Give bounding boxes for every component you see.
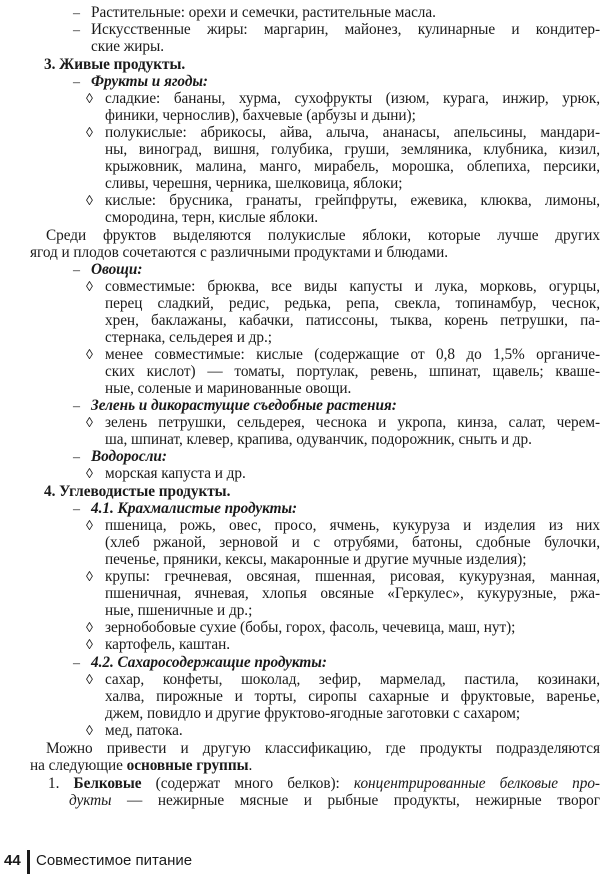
diamond-bullet: ◊ (86, 621, 93, 636)
text-line: халва, пирожные и торты, сиропы сахарные и фруктовые, варенье, (105, 688, 600, 705)
text-run: (содержат много белков): (155, 775, 340, 792)
text-run: . (248, 757, 253, 774)
diamond-bullet: ◊ (86, 570, 93, 585)
text-line: морская капуста и др. (105, 465, 246, 482)
text-line: сахар, конфеты, шоколад, зефир, мармелад, пастила, козинаки, (105, 671, 600, 688)
bold-term: Белковые (73, 775, 142, 792)
text-line (30, 757, 252, 774)
running-footer-title: Совместимое питание (36, 852, 193, 869)
text-line: кислые: брусника, гранаты, грейпфруты, ежевика, клюква, лимоны, (105, 192, 600, 209)
text-line: зелень петрушки, сельдерея, чеснока и укропа, кинза, салат, черем- (105, 414, 600, 431)
text-line: совместимые: брюква, все виды капусты и лука, морковь, огурцы, (105, 278, 600, 295)
diamond-bullet: ◊ (86, 638, 93, 653)
text-line: ны, виноград, вишня, голубика, груши, земляника, клубника, кизил, (105, 141, 600, 158)
diamond-bullet: ◊ (86, 467, 93, 482)
text-line (69, 792, 600, 809)
dash-marker: – (73, 399, 80, 414)
subsection-heading: Зелень и дикорастущие съедобные растения: (91, 397, 397, 414)
list-number: 1. (48, 775, 60, 792)
section-heading: 4. Углеводистые продукты. (44, 483, 231, 500)
bold-term: основные группы (126, 757, 249, 774)
text-line: Искусственные жиры: маргарин, майонез, кулинарные и кондитер- (91, 21, 600, 38)
italic-term: концентрированные белковые про- (353, 775, 600, 792)
text-line: картофель, каштан. (105, 636, 231, 653)
diamond-bullet: ◊ (86, 126, 93, 141)
text-line: джем, повидло и другие фруктово-ягодные заготовки с сахаром; (105, 705, 521, 722)
italic-term: дукты (69, 792, 112, 809)
dash-marker: – (73, 656, 80, 671)
diamond-bullet: ◊ (86, 416, 93, 431)
text-line: полукислые: абрикосы, айва, алыча, ананасы, апельсины, мандари- (105, 124, 600, 141)
subsection-heading: Фрукты и ягоды: (91, 73, 208, 90)
text-run: — нежирные мясные и рыбные продукты, нежирные творог (127, 792, 600, 809)
dash-marker: – (73, 75, 80, 90)
subsection-heading: 4.1. Крахмалистые продукты: (91, 500, 298, 517)
subsection-heading: 4.2. Сахаросодержащие продукты: (91, 654, 327, 671)
text-line: печенье, пряники, кексы, макаронные и другие мучные изделия); (105, 551, 527, 568)
text-line: (хлеб ржаной, зерновой и с отрубями, батоны, сдобные булочки, (105, 534, 600, 551)
dash-marker: – (73, 502, 80, 517)
text-line (48, 775, 600, 792)
text-line: крыжовник, малина, манго, мирабель, морошка, облепиха, персики, (105, 158, 600, 175)
subsection-heading: Водоросли: (91, 448, 167, 465)
text-line: сливы, черешня, черника, шелковица, яблоки; (105, 175, 403, 192)
text-line: пшеничная, ячневая, хлопья овсяные «Геркулес», кукурузные, ржа- (105, 585, 600, 602)
text-run: на следующие (30, 757, 123, 774)
diamond-bullet: ◊ (86, 519, 93, 534)
text-line: Можно привести и другую классификацию, где продукты подразделяются (46, 740, 600, 757)
subsection-heading: Овощи: (91, 261, 143, 278)
dash-marker: – (73, 23, 80, 38)
text-line: перец сладкий, редис, редька, репа, свекла, топинамбур, чеснок, (105, 295, 600, 312)
footer-divider (27, 850, 30, 874)
dash-marker: – (73, 450, 80, 465)
text-line: менее совместимые: кислые (содержащие от 0,8 до 1,5% органиче- (105, 346, 600, 363)
text-line: ских кислот) — томаты, портулак, ревень, шпинат, щавель; кваше- (105, 363, 600, 380)
text-line: ские жиры. (91, 38, 165, 55)
text-line: мед, патока. (105, 722, 183, 739)
text-line: ные, соленые и маринованные овощи. (105, 380, 352, 397)
text-line: пшеница, рожь, овес, просо, ячмень, кукуруза и изделия из них (105, 517, 600, 534)
text-line: зернобобовые сухие (бобы, горох, фасоль, чечевица, маш, нут); (105, 619, 516, 636)
dash-marker: – (73, 6, 80, 21)
diamond-bullet: ◊ (86, 194, 93, 209)
text-line: Растительные: орехи и семечки, растительные масла. (91, 4, 436, 21)
text-line: смородина, терн, кислые яблоки. (105, 209, 319, 226)
text-line: финики, чернослив), бахчевые (арбузы и дыни); (105, 107, 416, 124)
diamond-bullet: ◊ (86, 673, 93, 688)
diamond-bullet: ◊ (86, 280, 93, 295)
text-line: крупы: гречневая, овсяная, пшенная, рисовая, кукурузная, манная, (105, 568, 600, 585)
text-line: сладкие: бананы, хурма, сухофрукты (изюм, курага, инжир, урюк, (105, 90, 600, 107)
text-line: ягод и плодов сочетаются с различными продуктами и блюдами. (30, 244, 449, 261)
diamond-bullet: ◊ (86, 92, 93, 107)
diamond-bullet: ◊ (86, 724, 93, 739)
text-line: ша, шпинат, клевер, крапива, одуванчик, подорожник, сныть и др. (105, 431, 532, 448)
page-number: 44 (4, 852, 21, 869)
text-line: ные, пшеничные и др.; (105, 602, 253, 619)
dash-marker: – (73, 263, 80, 278)
text-line: хрен, баклажаны, кабачки, патиссоны, тыква, корень петрушки, па- (105, 312, 600, 329)
diamond-bullet: ◊ (86, 348, 93, 363)
text-line: стернака, сельдерея и др.; (105, 329, 272, 346)
text-line: Среди фруктов выделяются полукислые яблоки, которые лучше других (46, 227, 600, 244)
section-heading: 3. Живые продукты. (44, 56, 186, 73)
